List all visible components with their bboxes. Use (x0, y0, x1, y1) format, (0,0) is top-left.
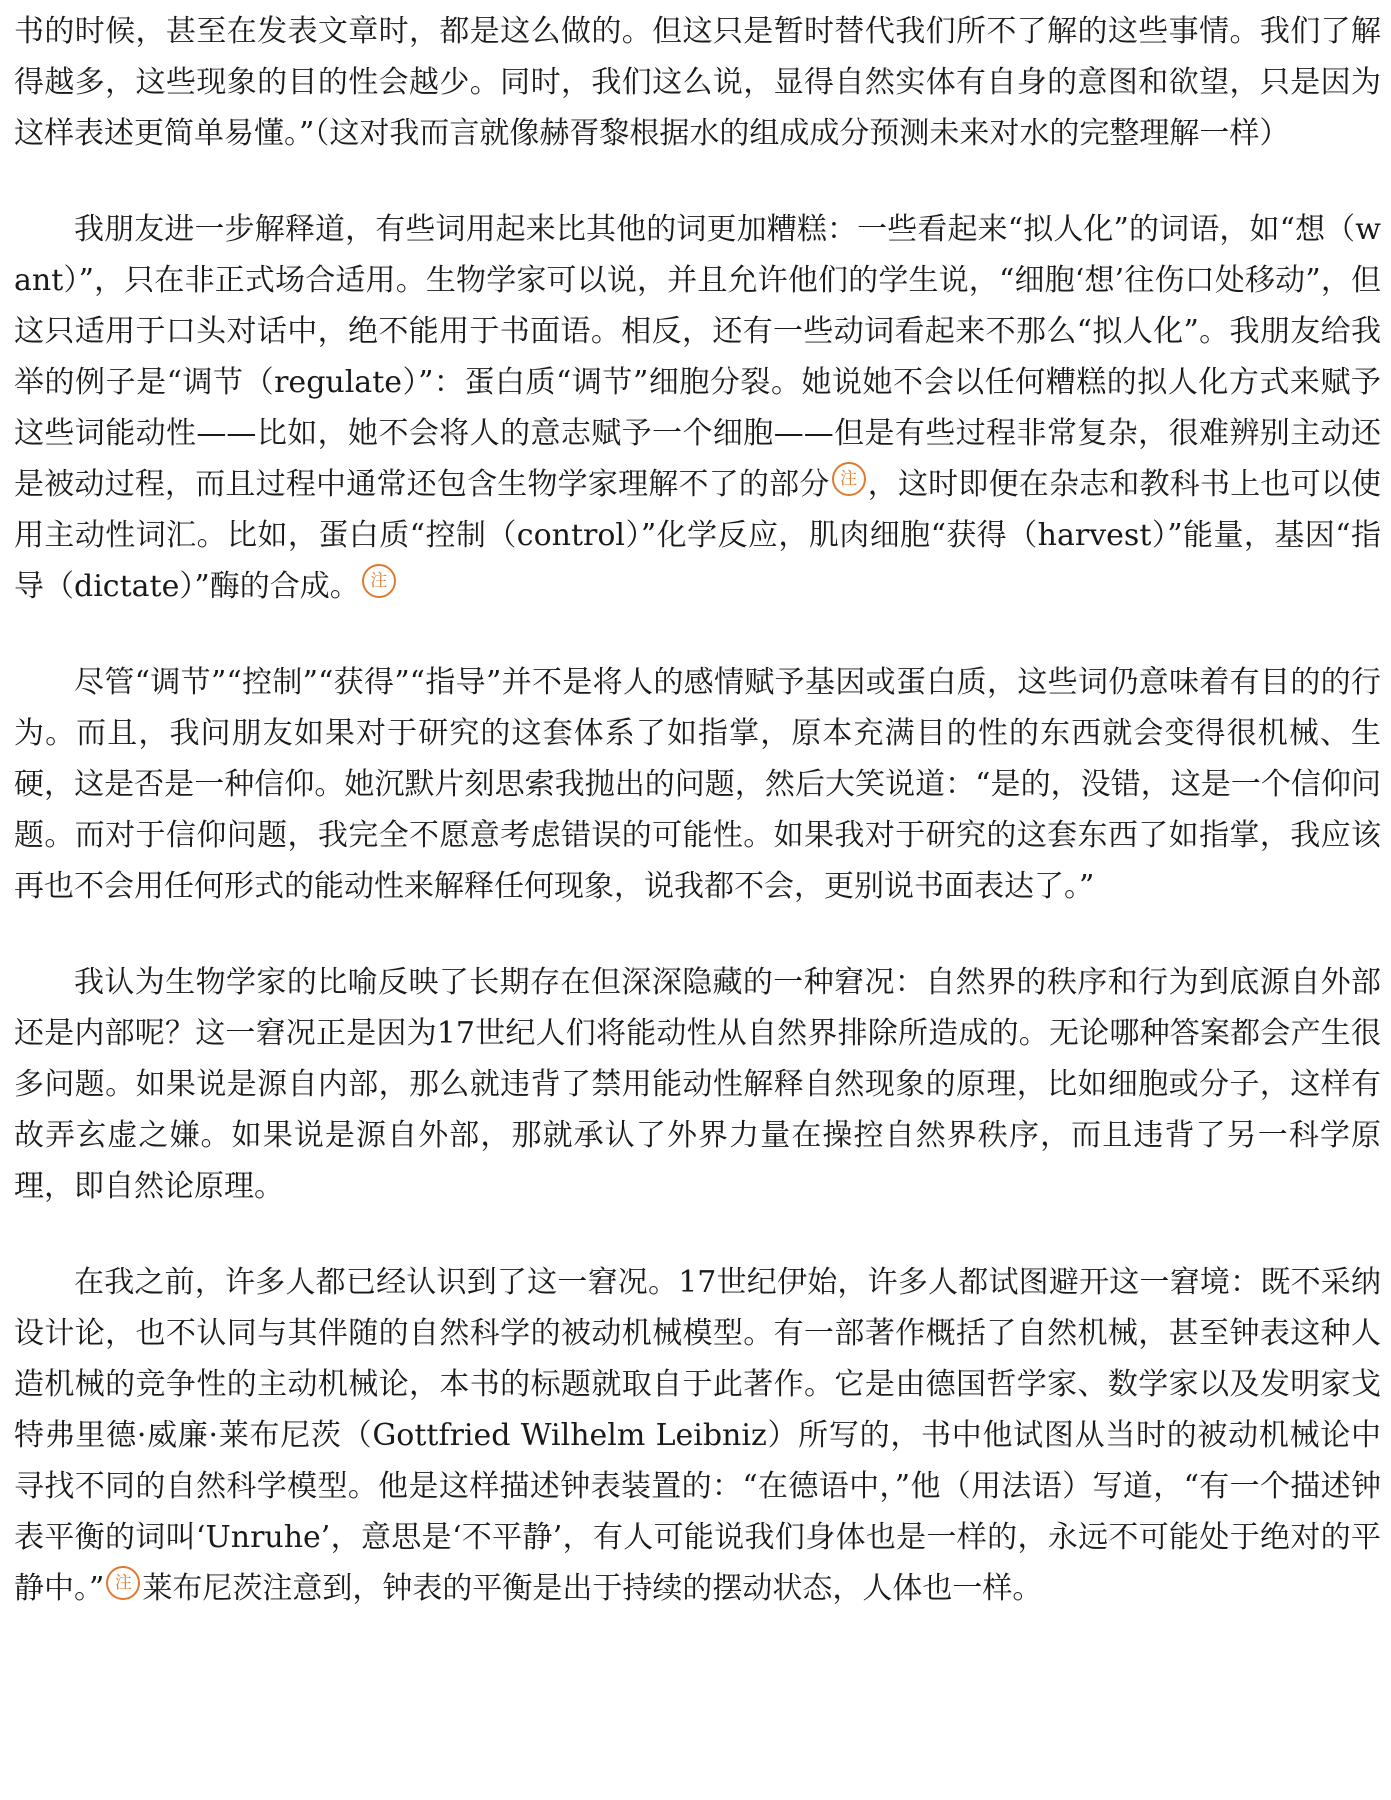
body-paragraph (14, 1257, 1381, 1614)
footnote-marker-icon[interactable]: 注 (832, 462, 866, 496)
body-paragraph (14, 204, 1381, 612)
footnote-marker-icon[interactable]: 注 (362, 564, 396, 598)
paragraph-text: 尽管“调节”“控制”“获得”“指导”并不是将人的感情赋予基因或蛋白质，这些词仍意味着有目的的行为。而且，我问朋友如果对于研究的这套体系了如指掌，原本充满目的性的东西就会变得很机械、生硬，这是否是一种信仰。她沉默片刻思索我抛出的问题，然后大笑说道：“是的，没错，这是一个信仰问题。而对于信仰问题，我完全不愿意考虑错误的可能性。如果我对于研究的这套东西了如指掌，我应该再也不会用任何形式的能动性来解释任何现象，说我都不会，更别说书面表达了。” (14, 665, 1381, 904)
paragraph-text: 在我之前，许多人都已经认识到了这一窘况。17世纪伊始，许多人都试图避开这一窘境：既不采纳设计论，也不认同与其伴随的自然科学的被动机械模型。有一部著作概括了自然机械，甚至钟表这种人造机械的竞争性的主动机械论，本书的标题就取自于此著作。它是由德国哲学家、数学家以及发明家戈特弗里德·威廉·莱布尼茨（Gottfried Wilhelm Leibniz）所写的，书中他试图从当时的被动机械论中寻找不同的自然科学模型。他是这样描述钟表装置的：“在德语中，”他（用法语）写道，“有一个描述钟表平衡的词叫‘Unruhe’，意思是‘不平静’，有人可能说我们身体也是一样的，永远不可能处于绝对的平静中。” (14, 1265, 1381, 1606)
footnote-marker-icon[interactable]: 注 (106, 1566, 140, 1600)
body-paragraph (14, 957, 1381, 1212)
paragraph-text: 我认为生物学家的比喻反映了长期存在但深深隐藏的一种窘况：自然界的秩序和行为到底源自外部还是内部呢？这一窘况正是因为17世纪人们将能动性从自然界排除所造成的。无论哪种答案都会产生很多问题。如果说是源自内部，那么就违背了禁用能动性解释自然现象的原理，比如细胞或分子，这样有故弄玄虚之嫌。如果说是源自外部，那就承认了外界力量在操控自然界秩序，而且违背了另一科学原理，即自然论原理。 (14, 965, 1381, 1204)
paragraph-text: ，这时即便在杂志和教科书上也可以使用主动性词汇。比如，蛋白质“控制（control）”化学反应，肌肉细胞“获得（harvest）”能量，基因“指导（dictate）”酶的合成。 (14, 467, 1382, 604)
body-paragraph (14, 657, 1381, 912)
paragraph-text: 莱布尼茨注意到，钟表的平衡是出于持续的摆动状态，人体也一样。 (142, 1571, 1043, 1606)
paragraph-text: 我朋友进一步解释道，有些词用起来比其他的词更加糟糕：一些看起来“拟人化”的词语，如“想（want）”，只在非正式场合适用。生物学家可以说，并且允许他们的学生说，“细胞‘想’往伤口处移动”，但这只适用于口头对话中，绝不能用于书面语。相反，还有一些动词看起来不那么“拟人化”。我朋友给我举的例子是“调节（regulate）”：蛋白质“调节”细胞分裂。她说她不会以任何糟糕的拟人化方式来赋予这些词能动性——比如，她不会将人的意志赋予一个细胞——但是有些过程非常复杂，很难辨别主动还是被动过程，而且过程中通常还包含生物学家理解不了的部分 (14, 212, 1381, 502)
body-paragraph (14, 6, 1381, 159)
paragraph-text: 书的时候，甚至在发表文章时，都是这么做的。但这只是暂时替代我们所不了解的这些事情。我们了解得越多，这些现象的目的性会越少。同时，我们这么说，显得自然实体有自身的意图和欲望，只是因为这样表述更简单易懂。”（这对我而言就像赫胥黎根据水的组成成分预测未来对水的完整理解一样） (14, 14, 1381, 151)
